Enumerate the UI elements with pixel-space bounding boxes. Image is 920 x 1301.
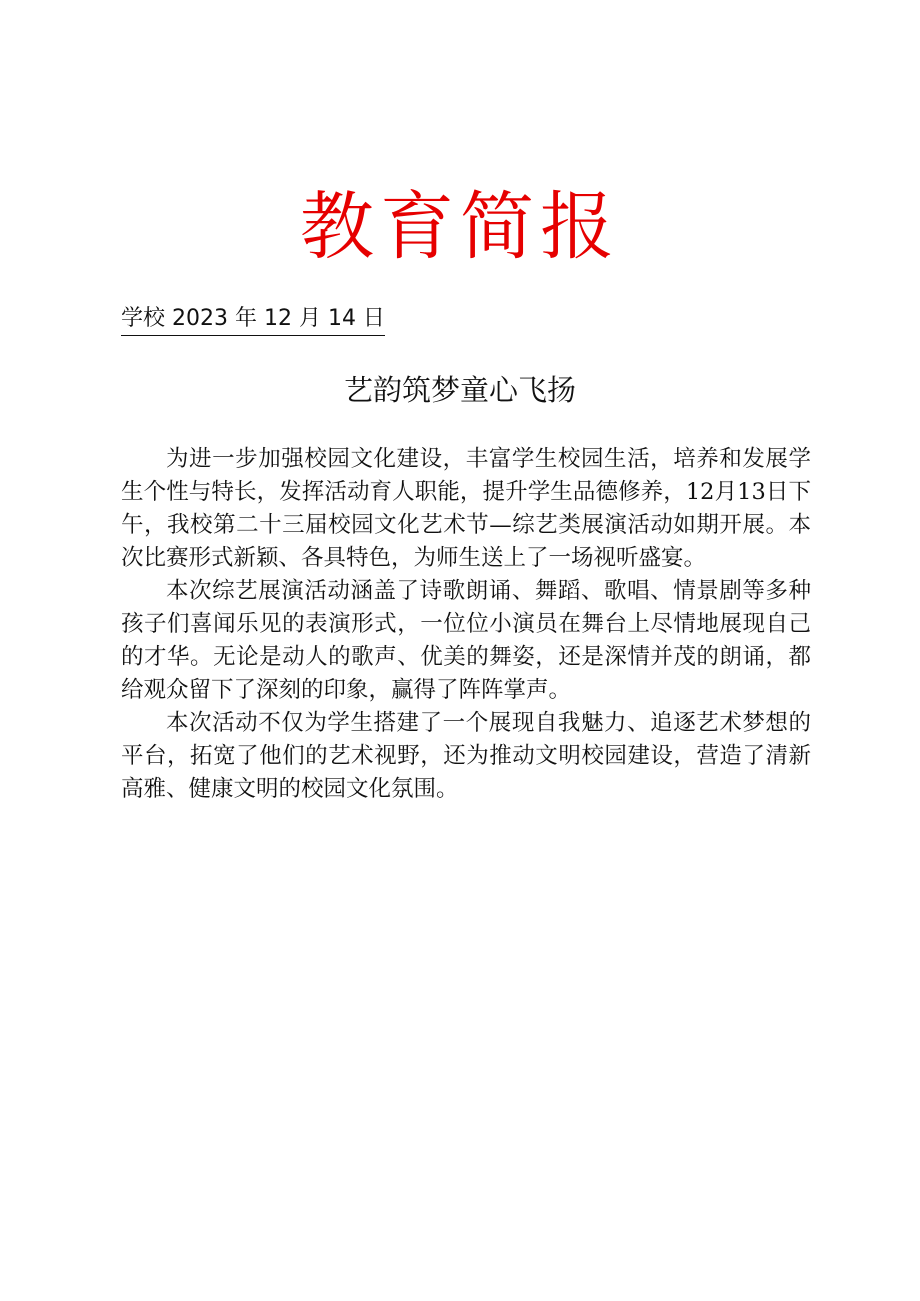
article-body <box>121 443 811 806</box>
article-paragraph-2: 本次综艺展演活动涵盖了诗歌朗诵、舞蹈、歌唱、情景剧等多种孩子们喜闻乐见的表演形式，一位位小演员在舞台上尽情地展现自己的才华。无论是动人的歌声、优美的舞姿，还是深情并茂的朗诵，都给观众留下了深刻的印象，赢得了阵阵掌声。 <box>121 578 811 703</box>
newsletter-masthead: 教育简报 <box>300 184 620 270</box>
issue-date-line: 学校 2023 年 12 月 14 日 <box>121 304 385 336</box>
article-title: 艺韵筑梦童心飞扬 <box>343 373 576 407</box>
article-paragraph-3: 本次活动不仅为学生搭建了一个展现自我魅力、追逐艺术梦想的平台，拓宽了他们的艺术视野，还为推动文明校园建设，营造了清新高雅、健康文明的校园文化氛围。 <box>121 710 811 802</box>
article-paragraph-1: 为进一步加强校园文化建设，丰富学生校园生活，培养和发展学生个性与特长，发挥活动育人职能，提升学生品德修养，12月13日下午，我校第二十三届校园文化艺术节—综艺类展演活动如期开展。本次比赛形式新颖、各具特色，为师生送上了一场视听盛宴。 <box>121 446 811 571</box>
